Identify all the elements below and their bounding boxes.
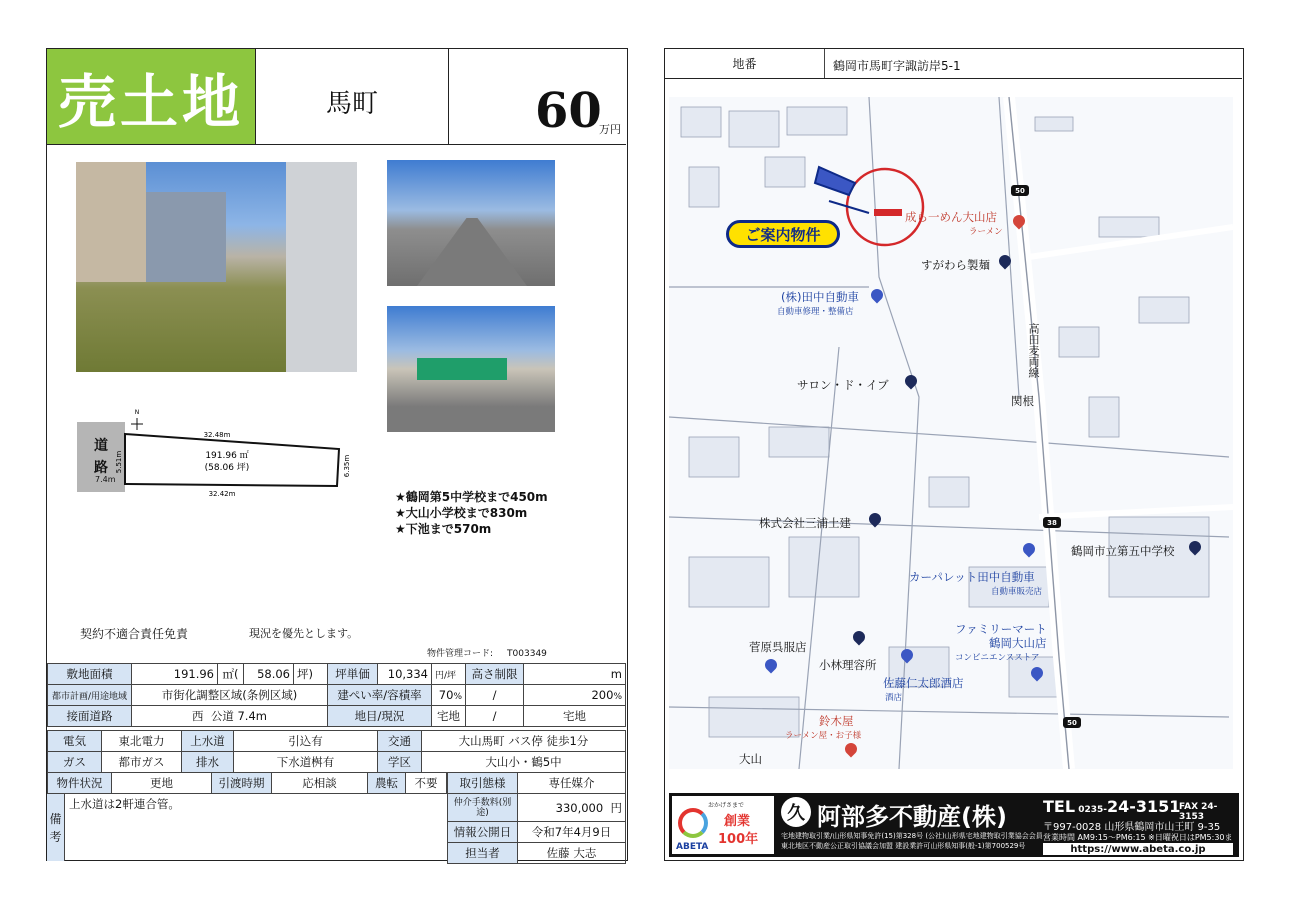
sheet-header (47, 49, 626, 145)
road-access-label: 接面道路 (48, 706, 132, 727)
road-access-value: 西 公道 7.4m (132, 706, 328, 727)
tsubo-price: 10,334 (378, 664, 432, 685)
ratio-label: 建ぺい率/容積率 (328, 685, 432, 706)
property-code-value: T003349 (507, 649, 547, 659)
fee-value: 330,000 円 (518, 794, 626, 822)
callout-badge: ご案内物件 (726, 220, 840, 248)
area-map[interactable] (669, 97, 1233, 769)
label-tanaka-sub: 自動車修理・整備店 (777, 307, 854, 317)
publish-label: 情報公開日 (448, 822, 518, 843)
label-sato: 佐藤仁太郎酒店 (883, 676, 964, 690)
logo-founded: 創業 (724, 814, 751, 829)
for-sale-badge: 売土地 (47, 49, 255, 144)
label-suzuki-sub: ラーメン屋・お子様 (785, 731, 862, 741)
tsubo-price-label: 坪単価 (328, 664, 378, 685)
label-sato-sub: 酒店 (885, 693, 903, 703)
logo-brand: ABETA (676, 842, 709, 852)
note-school-5: ★鶴岡第5中学校まで450m (395, 490, 548, 504)
distance-notes (395, 489, 548, 537)
road-label-1: 道 (94, 438, 108, 454)
right-edge: 6.35m (343, 454, 351, 478)
label-oyama: 大山 (739, 752, 762, 766)
route-50-shield-north: 50 (1011, 185, 1029, 196)
traffic-value: 大山馬町 バス停 徒歩1分 (422, 731, 626, 752)
label-ramen-sub: ラーメン (969, 227, 1003, 237)
route-50-shield-south: 50 (1063, 717, 1081, 728)
north-mark: N (134, 409, 140, 416)
plot-diagram (77, 404, 367, 499)
gas-label: ガス (48, 752, 102, 773)
height-limit-unit: m (524, 664, 626, 685)
deal-type-value: 専任媒介 (518, 773, 626, 794)
water-label: 上水道 (182, 731, 234, 752)
agent-value: 佐藤 大志 (518, 843, 626, 864)
priority-note: 現況を優先とします。 (249, 627, 359, 640)
logo-years: 100年 (718, 832, 759, 847)
elec-label: 電気 (48, 731, 102, 752)
lot-row (665, 49, 1242, 79)
current-value: 宅地 (524, 706, 626, 727)
school-label: 学区 (378, 752, 422, 773)
fee-label: 仲介手数料(別途) (448, 794, 518, 822)
remarks (47, 793, 447, 860)
license-line-1: 宅地建物取引業/山形県知事免許(15)第328号 (公社)山形県宅地建物取引業協会会員 (781, 832, 1043, 840)
land-area-sqm: 191.96 (132, 664, 218, 685)
remarks-text: 上水道は2軒連合管。 (69, 797, 180, 811)
license-line-2: 東北地区不動産公正取引協議会加盟 建設業許可山形県知事(般-1)第700529号 (781, 842, 1026, 850)
label-sekine: 関根 (1011, 394, 1034, 408)
landuse-slash: / (466, 706, 524, 727)
map-sheet (664, 48, 1244, 861)
company-name: 阿部多不動産(株) (817, 803, 1007, 831)
land-area-tsubo: 58.06 (244, 664, 294, 685)
drain-value: 下水道桝有 (234, 752, 378, 773)
label-school: 鶴岡市立第五中学校 (1071, 544, 1175, 558)
handover-label: 引渡時期 (212, 773, 272, 794)
label-suzuki: 鈴木屋 (819, 714, 854, 728)
spec-table (47, 663, 626, 727)
ratio-slash: / (466, 685, 524, 706)
label-carpallet-sub: 自動車販売店 (991, 587, 1043, 597)
status-table (47, 772, 447, 794)
lot-label: 地番 (665, 49, 825, 78)
bottom-edge: 32.42m (208, 490, 236, 498)
utilities-table (47, 730, 626, 773)
deal-type-label: 取引態様 (448, 773, 518, 794)
tsubo-unit: 坪) (294, 664, 328, 685)
route-38-shield: 38 (1043, 517, 1061, 528)
note-oyama-school: ★大山小学校まで830m (395, 506, 528, 520)
label-sugahara: 菅原呉服店 (749, 640, 807, 654)
label-salon: サロン・ド・イブ (797, 378, 889, 392)
floor-area-ratio: 200% (524, 685, 626, 706)
zoning-label: 都市計画/用途地域 (48, 685, 132, 706)
label-sugawara: すがわら製麺 (921, 258, 990, 272)
status-label: 物件状況 (48, 773, 112, 794)
website-link[interactable]: https://www.abeta.co.jp (1043, 843, 1233, 855)
left-edge: 5.51m (115, 450, 123, 474)
landuse-value: 宅地 (432, 706, 466, 727)
status-value: 更地 (112, 773, 212, 794)
property-code (427, 646, 547, 659)
sqm-unit: ㎡( (218, 664, 244, 685)
top-edge: 32.48m (203, 431, 231, 439)
remarks-label: 備 考 (47, 794, 65, 861)
anniversary-logo (672, 796, 774, 854)
road-width: 7.4m (95, 475, 116, 484)
farm-value: 不要 (406, 773, 447, 794)
label-tanaka: (株)田中自動車 (781, 290, 859, 304)
publish-value: 令和7年4月9日 (518, 822, 626, 843)
site-photo-main (76, 162, 357, 372)
lot-value: 鶴岡市馬町字諏訪岸5-1 (833, 59, 961, 73)
ring-icon (678, 808, 708, 838)
road-photo (387, 160, 555, 286)
zoning-value: 市街化調整区域(条例区域) (132, 685, 328, 706)
gas-value: 都市ガス (102, 752, 182, 773)
area-name: 馬町 (255, 49, 449, 144)
land-area-label: 敷地面積 (48, 664, 132, 685)
business-hours: 営業時間 AM9:15〜PM6:15 ※日曜祝日はPM5:30ま (1043, 833, 1233, 842)
coverage-ratio: 70% (432, 685, 466, 706)
price-unit: 万円 (599, 123, 621, 136)
plot-shape (77, 404, 367, 499)
company-footer (669, 793, 1239, 857)
label-carpallet: カーパレット田中自動車 (909, 570, 1035, 584)
label-miura: 株式会社三浦土建 (759, 516, 851, 530)
label-road-name: 高田麦両線 (1027, 323, 1040, 378)
label-ramen: 成ら一めん大山店 (905, 210, 997, 224)
label-familymart: ファミリーマート (955, 622, 1047, 636)
height-limit-label: 高さ制限 (466, 664, 524, 685)
school-value: 大山小・鶴5中 (422, 752, 626, 773)
plot-area-tsubo: (58.06 坪) (204, 463, 250, 473)
drain-label: 排水 (182, 752, 234, 773)
company-mark-icon: 久 (781, 797, 811, 827)
price-value: 60 (535, 83, 602, 139)
note-shimoike: ★下池まで570m (395, 522, 492, 536)
deal-table (447, 772, 626, 864)
property-code-label: 物件管理コード: (427, 649, 494, 659)
label-kobayashi: 小林理容所 (819, 658, 877, 672)
fax-number: FAX 24-3153 (1179, 802, 1218, 822)
tsubo-price-unit: 円/坪 (432, 664, 466, 685)
water-value: 引込有 (234, 731, 378, 752)
landuse-label: 地目/現況 (328, 706, 432, 727)
label-familymart-sub: コンビニエンスストア (955, 653, 1040, 663)
tel-number[interactable]: TEL 0235-24-3151 (1043, 797, 1181, 816)
plot-area-sqm: 191.96 ㎡ (205, 451, 249, 461)
company-address: 〒997-0028 山形県鶴岡市山王町 9-35 (1043, 822, 1221, 833)
agent-label: 担当者 (448, 843, 518, 864)
farm-label: 農転 (368, 773, 406, 794)
logo-top: おかげさまで (708, 802, 745, 809)
liability-note: 契約不適合責任免責 (80, 627, 189, 641)
license-info (781, 831, 1043, 851)
handover-value: 応相談 (272, 773, 368, 794)
elec-value: 東北電力 (102, 731, 182, 752)
property-sheet (46, 48, 628, 861)
street-photo (387, 306, 555, 432)
road-label-2: 路 (94, 460, 108, 476)
map-roads (669, 97, 1233, 769)
label-familymart-2: 鶴岡大山店 (989, 636, 1047, 650)
traffic-label: 交通 (378, 731, 422, 752)
